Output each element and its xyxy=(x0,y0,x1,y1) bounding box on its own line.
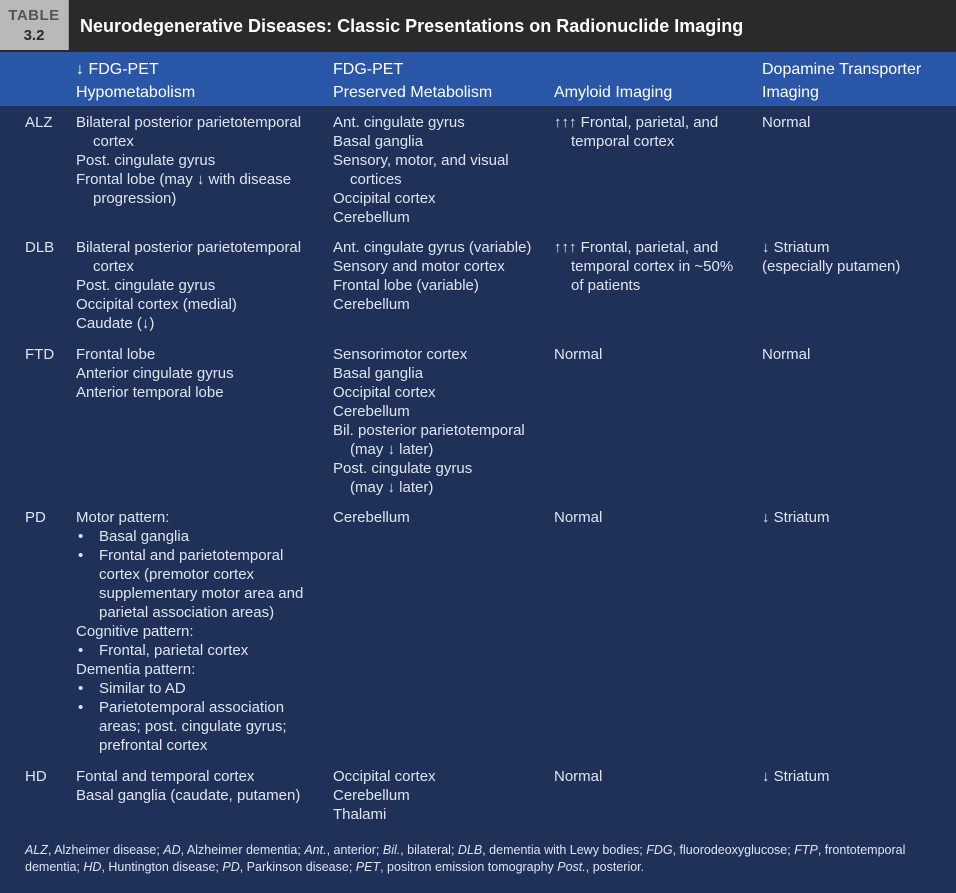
amyloid-imaging-cell xyxy=(554,508,759,527)
table-footnote xyxy=(25,842,945,876)
cell-line: Post. cingulate gyrus xyxy=(333,460,473,477)
disease-abbreviation: ALZ xyxy=(25,114,53,131)
cell-line: Cerebellum xyxy=(333,296,410,313)
footnote-text: , bilateral; xyxy=(400,843,458,857)
cell-line: Post. cingulate gyrus xyxy=(76,277,216,294)
cell-line: of patients xyxy=(571,277,641,294)
cell-line: Ant. cingulate gyrus (variable) xyxy=(333,239,532,256)
footnote-abbreviation: DLB xyxy=(457,843,483,857)
cell-line: Normal xyxy=(554,768,603,785)
cell-line: Basal ganglia (caudate, putamen) xyxy=(76,787,301,804)
cell-line: Basal ganglia xyxy=(333,133,424,150)
cell-line: ↑↑↑ Frontal, parietal, and xyxy=(554,114,719,131)
cell-line: Post. cingulate gyrus xyxy=(76,152,216,169)
dopamine-transporter-cell xyxy=(762,767,952,786)
amyloid-imaging-cell xyxy=(554,345,759,364)
amyloid-imaging-cell xyxy=(554,113,759,151)
cell-line: Occipital cortex xyxy=(333,190,436,207)
disease-abbreviation: FTD xyxy=(25,346,55,363)
footnote-abbreviation: Post. xyxy=(557,860,586,874)
table-number: 3.2 xyxy=(23,27,45,44)
footnote-text: , Alzheimer disease; xyxy=(47,843,164,857)
footnote-abbreviation: FTP xyxy=(794,843,818,857)
footnote-text: , Alzheimer dementia; xyxy=(180,843,305,857)
cell-line: Bil. posterior parietotemporal xyxy=(333,422,525,439)
footnote-text: , Huntington disease; xyxy=(101,860,223,874)
disease-abbreviation: HD xyxy=(25,768,47,785)
cell-line: areas; post. cingulate gyrus; xyxy=(99,718,287,735)
header-dopamine: Dopamine Transporter Imaging xyxy=(762,61,922,101)
hypometabolism-cell xyxy=(76,345,326,402)
cell-line: temporal cortex xyxy=(571,133,675,150)
cell-line: Caudate (↓) xyxy=(76,315,155,332)
footnote-abbreviation: Bil. xyxy=(382,843,401,857)
cell-line: Sensory, motor, and visual xyxy=(333,152,509,169)
hypometabolism-cell xyxy=(76,238,326,333)
footnote-abbreviation: Ant. xyxy=(304,843,327,857)
cell-line: Occipital cortex (medial) xyxy=(76,296,237,313)
table-number-tag xyxy=(0,0,69,50)
footnote-text: , Parkinson disease; xyxy=(239,860,356,874)
footnote-abbreviation: AD xyxy=(163,843,181,857)
hypometabolism-cell xyxy=(76,767,326,805)
cell-line: Normal xyxy=(554,346,603,363)
cell-line: supplementary motor area and xyxy=(99,585,304,602)
footnote-abbreviation: PET xyxy=(355,860,381,874)
table-title: Neurodegenerative Diseases: Classic Presentations on Radionuclide Imaging xyxy=(80,16,744,36)
cell-line: Normal xyxy=(762,346,811,363)
cell-line: Normal xyxy=(762,114,811,131)
bullet-item: • Similar to AD xyxy=(76,679,326,698)
cell-line: cortices xyxy=(350,171,402,188)
footnote-abbreviation: PD xyxy=(222,860,240,874)
cell-line: Sensory and motor cortex xyxy=(333,258,505,275)
cell-line: cortex (premotor cortex xyxy=(99,566,255,583)
cell-line: Cerebellum xyxy=(333,209,410,226)
cell-line: (especially putamen) xyxy=(762,258,901,275)
footnote-abbreviation: ALZ xyxy=(25,843,48,857)
cell-line: prefrontal cortex xyxy=(99,737,208,754)
cell-line: Cognitive pattern: xyxy=(76,623,194,640)
preserved-metabolism-cell xyxy=(333,345,548,497)
footnote-text: , anterior; xyxy=(326,843,383,857)
cell-line: temporal cortex in ~50% xyxy=(571,258,734,275)
preserved-metabolism-cell xyxy=(333,238,548,314)
cell-line: Bilateral posterior parietotemporal xyxy=(76,239,302,256)
cell-line: progression) xyxy=(93,190,177,207)
title-bar xyxy=(0,0,956,52)
cell-line: ↓ Striatum xyxy=(762,239,830,256)
dopamine-transporter-cell xyxy=(762,238,952,276)
cell-line: Frontal lobe xyxy=(76,346,156,363)
footnote-text: , frontotemporal dementia; xyxy=(25,843,906,874)
cell-line: Motor pattern: xyxy=(76,509,170,526)
cell-line: Basal ganglia xyxy=(333,365,424,382)
footnote-text: , posterior. xyxy=(585,860,645,874)
preserved-metabolism-cell xyxy=(333,767,548,824)
footnote-text: , positron emission tomography xyxy=(380,860,558,874)
bullet-item: • Frontal and parietotemporal xyxy=(76,546,326,565)
header-fdg-hypometabolism: ↓ FDG-PET Hypometabolism xyxy=(76,61,196,101)
bullet-item: • Frontal, parietal cortex xyxy=(76,641,326,660)
cell-line: Normal xyxy=(554,509,603,526)
cell-line: Anterior cingulate gyrus xyxy=(76,365,234,382)
bullet-item: • Parietotemporal association xyxy=(76,698,326,717)
cell-line: Cerebellum xyxy=(333,787,410,804)
cell-line: Bilateral posterior parietotemporal xyxy=(76,114,302,131)
cell-line: Cerebellum xyxy=(333,509,410,526)
amyloid-imaging-cell xyxy=(554,238,759,295)
footnote-text: , dementia with Lewy bodies; xyxy=(482,843,647,857)
cell-line: Cerebellum xyxy=(333,403,410,420)
preserved-metabolism-cell xyxy=(333,508,548,527)
cell-line: Ant. cingulate gyrus xyxy=(333,114,465,131)
table-header-row xyxy=(0,52,956,106)
dopamine-transporter-cell xyxy=(762,113,952,132)
cell-line: Dementia pattern: xyxy=(76,661,196,678)
hypometabolism-cell xyxy=(76,508,326,755)
cell-line: cortex xyxy=(93,258,134,275)
footnote-abbreviation: FDG xyxy=(646,843,673,857)
cell-line: Occipital cortex xyxy=(333,384,436,401)
cell-line: Thalami xyxy=(333,806,387,823)
dopamine-transporter-cell xyxy=(762,508,952,527)
cell-line: Fontal and temporal cortex xyxy=(76,768,255,785)
cell-line: Anterior temporal lobe xyxy=(76,384,224,401)
table-label: TABLE xyxy=(8,7,60,24)
header-amyloid: Amyloid Imaging xyxy=(554,84,673,101)
cell-line: Occipital cortex xyxy=(333,768,436,785)
cell-line: ↓ Striatum xyxy=(762,768,830,785)
cell-line: (may ↓ later) xyxy=(350,479,434,496)
disease-abbreviation: DLB xyxy=(25,239,55,256)
dopamine-transporter-cell xyxy=(762,345,952,364)
cell-line: Frontal lobe (may ↓ with disease xyxy=(76,171,292,188)
cell-line: Frontal lobe (variable) xyxy=(333,277,479,294)
cell-line: Sensorimotor cortex xyxy=(333,346,468,363)
cell-line: (may ↓ later) xyxy=(350,441,434,458)
hypometabolism-cell xyxy=(76,113,326,208)
bullet-item: • Basal ganglia xyxy=(76,527,326,546)
cell-line: cortex xyxy=(93,133,134,150)
amyloid-imaging-cell xyxy=(554,767,759,786)
cell-line: ↓ Striatum xyxy=(762,509,830,526)
footnote-abbreviation: HD xyxy=(83,860,102,874)
cell-line: ↑↑↑ Frontal, parietal, and xyxy=(554,239,719,256)
header-fdg-preserved: FDG-PET Preserved Metabolism xyxy=(333,61,493,101)
footnote-text: , fluorodeoxyglucose; xyxy=(672,843,795,857)
preserved-metabolism-cell xyxy=(333,113,548,227)
cell-line: parietal association areas) xyxy=(99,604,275,621)
disease-abbreviation: PD xyxy=(25,509,46,526)
